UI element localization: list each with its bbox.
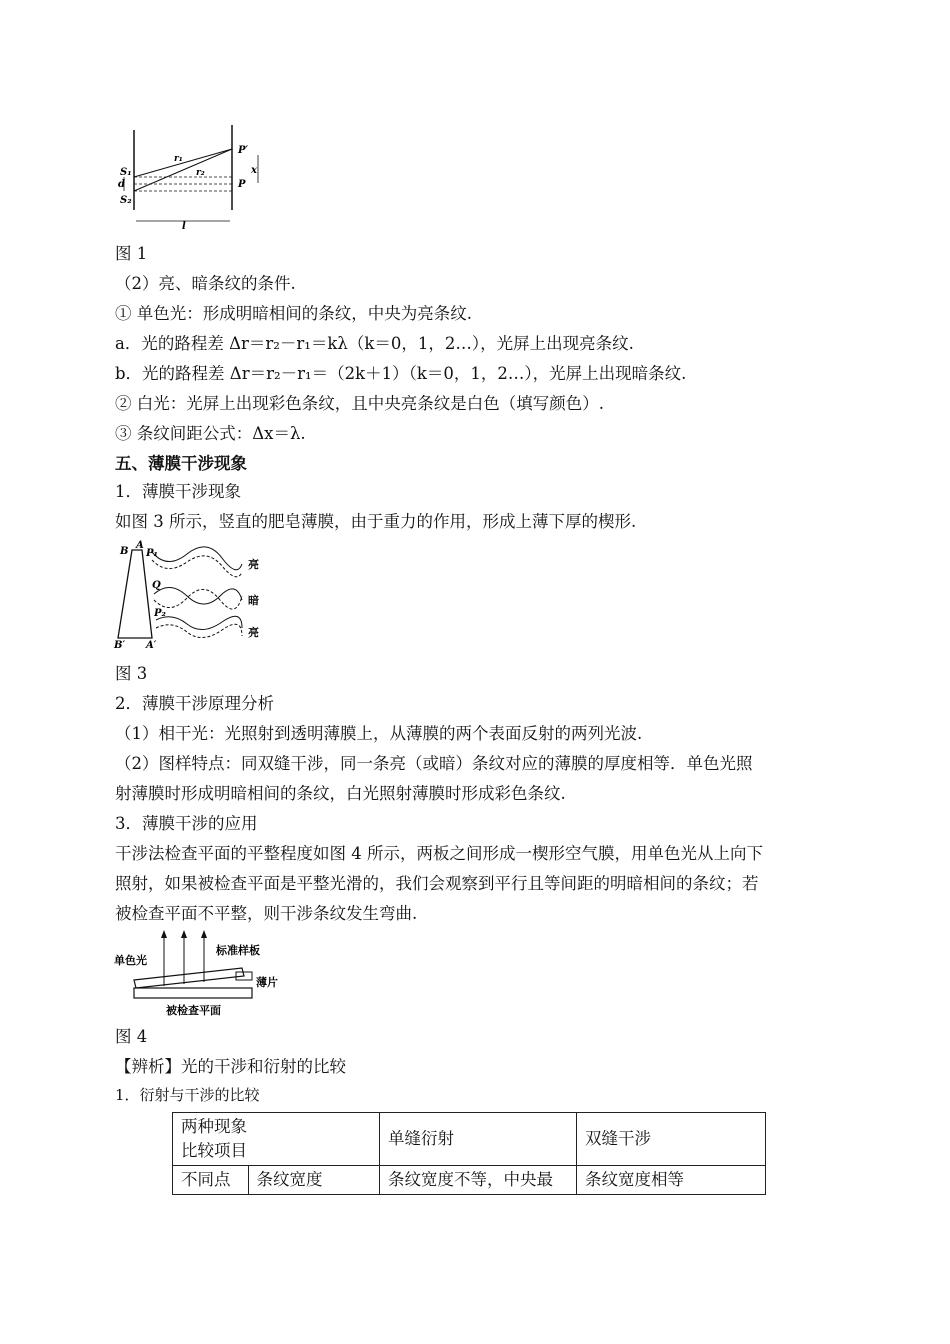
table-cell-double-slit-width: 条纹宽度相等 <box>577 1166 766 1195</box>
application-line-1: 干涉法检查平面的平整程度如图 4 所示，两板之间形成一楔形空气膜，用单色光从上向下 <box>115 844 763 863</box>
pattern-features-line-2: 射薄膜时形成明暗相间的条纹，白光照射薄膜时形成彩色条纹. <box>115 784 566 803</box>
fig3-label-b-prime: B′ <box>114 640 126 650</box>
table-header-double-slit: 双缝干涉 <box>577 1113 766 1166</box>
fig1-label-p: P <box>238 179 246 190</box>
table-header-row <box>173 1113 766 1166</box>
thin-film-description: 如图 3 所示，竖直的肥皂薄膜，由于重力的作用，形成上薄下厚的楔形. <box>115 512 637 531</box>
figure-4-flatness-check-diagram <box>112 928 292 1020</box>
analysis-title: 【辨析】光的干涉和衍射的比较 <box>115 1057 346 1076</box>
fig1-label-s1: S₁ <box>120 167 132 178</box>
fig4-label-mono-light: 单色光 <box>114 954 147 967</box>
fig1-label-x: x <box>251 165 257 176</box>
analysis-subheading: 1．衍射与干涉的比较 <box>115 1086 260 1104</box>
fig1-label-s2: S₂ <box>120 195 132 206</box>
table-header-single-slit: 单缝衍射 <box>380 1113 577 1166</box>
fig1-label-l: l <box>182 221 186 232</box>
application-line-2: 照射，如果被检查平面是平整光滑的，我们会观察到平行且等间距的明暗相间的条纹；若 <box>115 874 759 893</box>
bright-fringe-condition: a．光的路程差 Δr＝r₂－r₁＝kλ（k＝0，1，2…），光屏上出现亮条纹. <box>115 334 634 353</box>
fig3-label-p1: P₁ <box>146 548 158 559</box>
fringe-spacing-formula: ③ 条纹间距公式：Δx＝λ. <box>115 424 306 443</box>
pattern-features-line-1: （2）图样特点：同双缝干涉，同一条亮（或暗）条纹对应的薄膜的厚度相等．单色光照 <box>115 754 753 773</box>
thin-film-subheading: 1．薄膜干涉现象 <box>115 482 241 501</box>
fig1-label-p-prime: P′ <box>238 145 249 156</box>
table-row <box>173 1166 766 1195</box>
figure-1-caption: 图 1 <box>115 244 148 263</box>
fig3-label-p2: P₂ <box>154 608 166 619</box>
table-cell-difference-group: 不同点 <box>173 1166 249 1195</box>
fig1-label-r2: r₂ <box>196 168 205 178</box>
table-header-phenomena: 两种现象 <box>181 1117 247 1136</box>
application-line-3: 被检查平面不平整，则干涉条纹发生弯曲. <box>115 904 418 923</box>
fig3-label-a: A <box>136 540 144 551</box>
coherent-light-text: （1）相干光：光照射到透明薄膜上，从薄膜的两个表面反射的两列光波. <box>115 724 643 743</box>
comparison-table <box>172 1112 766 1195</box>
principle-subheading: 2．薄膜干涉原理分析 <box>115 694 274 713</box>
table-header-corner <box>173 1113 380 1166</box>
fig1-label-r1: r₁ <box>174 154 183 164</box>
figure-4-caption: 图 4 <box>115 1027 148 1046</box>
white-light-text: ② 白光：光屏上出现彩色条纹，且中央亮条纹是白色（填写颜色）. <box>115 394 604 413</box>
dark-fringe-condition: b．光的路程差 Δr＝r₂－r₁＝（2k＋1）（k＝0，1，2…），光屏上出现暗条纹. <box>115 364 687 383</box>
figure-3-caption: 图 3 <box>115 664 148 683</box>
figure-1-double-slit-diagram <box>112 125 272 235</box>
conditions-heading: （2）亮、暗条纹的条件. <box>115 274 296 293</box>
table-cell-single-slit-width: 条纹宽度不等，中央最 <box>380 1166 577 1195</box>
fig3-label-bright-top: 亮 <box>248 558 259 571</box>
fig3-label-a-prime: A′ <box>146 640 157 650</box>
application-subheading: 3．薄膜干涉的应用 <box>115 814 258 833</box>
table-header-items: 比较项目 <box>181 1141 247 1160</box>
fig4-label-thin-sheet: 薄片 <box>256 976 278 989</box>
figure-3-soap-film-diagram <box>112 540 272 650</box>
section-five-title: 五、薄膜干涉现象 <box>115 454 247 473</box>
monochrome-light-text: ① 单色光：形成明暗相间的条纹，中央为亮条纹. <box>115 304 472 323</box>
fig3-label-b: B <box>120 546 129 557</box>
fig1-label-d: d <box>118 179 125 190</box>
fig4-label-test-plane: 被检查平面 <box>166 1004 221 1017</box>
fig3-label-dark: 暗 <box>248 594 259 607</box>
table-cell-fringe-width-label: 条纹宽度 <box>248 1166 379 1195</box>
fig3-label-bright-bottom: 亮 <box>248 626 259 639</box>
fig4-label-standard-plate: 标准样板 <box>216 944 260 957</box>
fig3-label-q: Q <box>152 580 161 591</box>
